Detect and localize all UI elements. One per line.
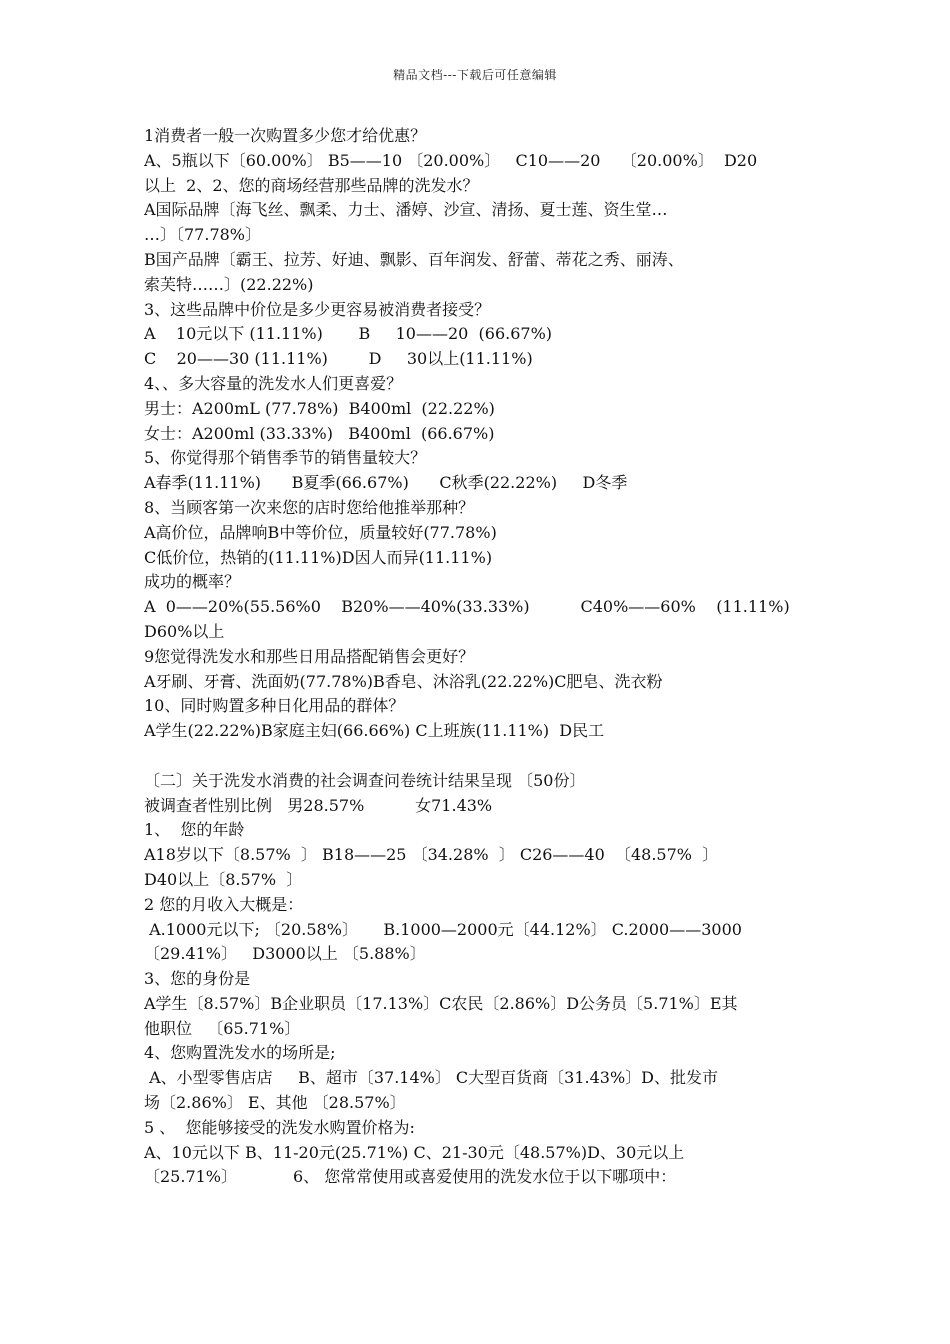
text-line: 〔25.71%〕 6、 您常常使用或喜爱使用的洗发水位于以下哪项中：	[144, 1167, 677, 1187]
text-line: 成功的概率？	[144, 572, 241, 592]
text-line: 2 您的月收入大概是：	[144, 894, 304, 914]
text-line: 10、同时购置多种日化用品的群体？	[144, 696, 405, 716]
text-line: 〔29.41%〕 D3000以上 〔5.88%〕	[144, 944, 426, 964]
text-line: B国产品牌〔霸王、拉芳、好迪、飘影、百年润发、舒蕾、蒂花之秀、丽涛、	[144, 249, 684, 269]
text-line: D40以上〔8.57% 〕	[144, 869, 303, 889]
text-line: A学生〔8.57%〕B企业职员〔17.13%〕C农民〔2.86%〕D公务员〔5.71%〕E其	[144, 993, 738, 1013]
text-line: A.1000元以下; 〔20.58%〕 B.1000—2000元〔44.12%〕 C.2000——3000	[144, 919, 742, 939]
text-line: 被调查者性别比例 男28.57% 女71.43%	[144, 795, 493, 815]
text-line: 3、这些品牌中价位是多少更容易被消费者接受？	[144, 299, 491, 319]
text-line: 1消费者一般一次购置多少您才给优惠？	[144, 126, 427, 145]
text-line: 5 、 您能够接受的洗发水购置价格为:	[144, 1117, 415, 1137]
text-line: 8、当顾客第一次来您的店时您给他推举那种？	[144, 497, 475, 517]
text-line: A国际品牌〔海飞丝、飘柔、力士、潘婷、沙宣、清扬、夏士莲、资生堂…	[144, 200, 668, 220]
text-line: 1、 您的年龄	[144, 820, 245, 840]
text-line: 索芙特……〕(22.22%)	[144, 274, 314, 294]
text-line: A牙刷、牙膏、洗面奶(77.78%)B香皂、沐浴乳(22.22%)C肥皂、洗衣粉	[144, 671, 663, 691]
section-heading: 〔二〕关于洗发水消费的社会调查问卷统计结果呈现 〔50份〕	[144, 770, 586, 790]
text-line: C低价位，热销的(11.11%)D因人而异(11.11%)	[144, 547, 493, 567]
text-line: 3、您的身份是	[144, 969, 251, 989]
text-line: 以上 2、2、您的商场经营那些品牌的洗发水？	[144, 175, 479, 195]
page-header: 精品文档---下载后可任意编辑	[393, 68, 557, 82]
text-line: A学生(22.22%)B家庭主妇(66.66%) C上班族(11.11%) D民工	[144, 721, 605, 741]
text-line: A、10元以下 B、11-20元(25.71%) C、21-30元〔48.57%)D、30元以上	[144, 1142, 685, 1162]
text-line: 5、你觉得那个销售季节的销售量较大？	[144, 448, 427, 468]
text-line: 场〔2.86%〕 E、其他 〔28.57%〕	[144, 1093, 406, 1113]
text-line: D60%以上	[144, 621, 225, 641]
text-line: 他职位 〔65.71%〕	[144, 1018, 301, 1038]
text-line: A、5瓶以下〔60.00%〕 B5——10 〔20.00%〕 C10——20 〔20.00%〕 D20	[144, 150, 758, 170]
text-line: 9您觉得洗发水和那些日用品搭配销售会更好？	[144, 646, 475, 666]
text-line: 4、您购置洗发水的场所是;	[144, 1043, 336, 1063]
blank-line	[144, 744, 812, 769]
document-body	[144, 124, 812, 1190]
text-line: A 10元以下 (11.11%) B 10——20 (66.67%)	[144, 324, 553, 344]
text-line: A 0——20%(55.56%0 B20%——40%(33.33%) C40%——60% (11.11%)	[144, 597, 790, 617]
text-line: 4、、多大容量的洗发水人们更喜爱？	[144, 373, 403, 393]
text-line: A18岁以下〔8.57% 〕 B18——25 〔34.28% 〕 C26——40 〔48.57% 〕	[144, 845, 719, 865]
text-line: 女士：A200ml (33.33%) B400ml (66.67%)	[144, 423, 495, 443]
text-line: C 20——30 (11.11%) D 30以上(11.11%)	[144, 349, 533, 369]
text-line: 男士：A200mL (77.78%) B400ml (22.22%)	[144, 398, 495, 418]
text-line: …〕〔77.78%〕	[144, 225, 262, 245]
text-line: A高价位，品牌响B中等价位，质量较好(77.78%)	[144, 522, 497, 542]
text-line: A、小型零售店店 B、超市〔37.14%〕 C大型百货商〔31.43%〕D、批发市	[144, 1068, 719, 1088]
text-line: A春季(11.11%) B夏季(66.67%) C秋季(22.22%) D冬季	[144, 473, 628, 493]
